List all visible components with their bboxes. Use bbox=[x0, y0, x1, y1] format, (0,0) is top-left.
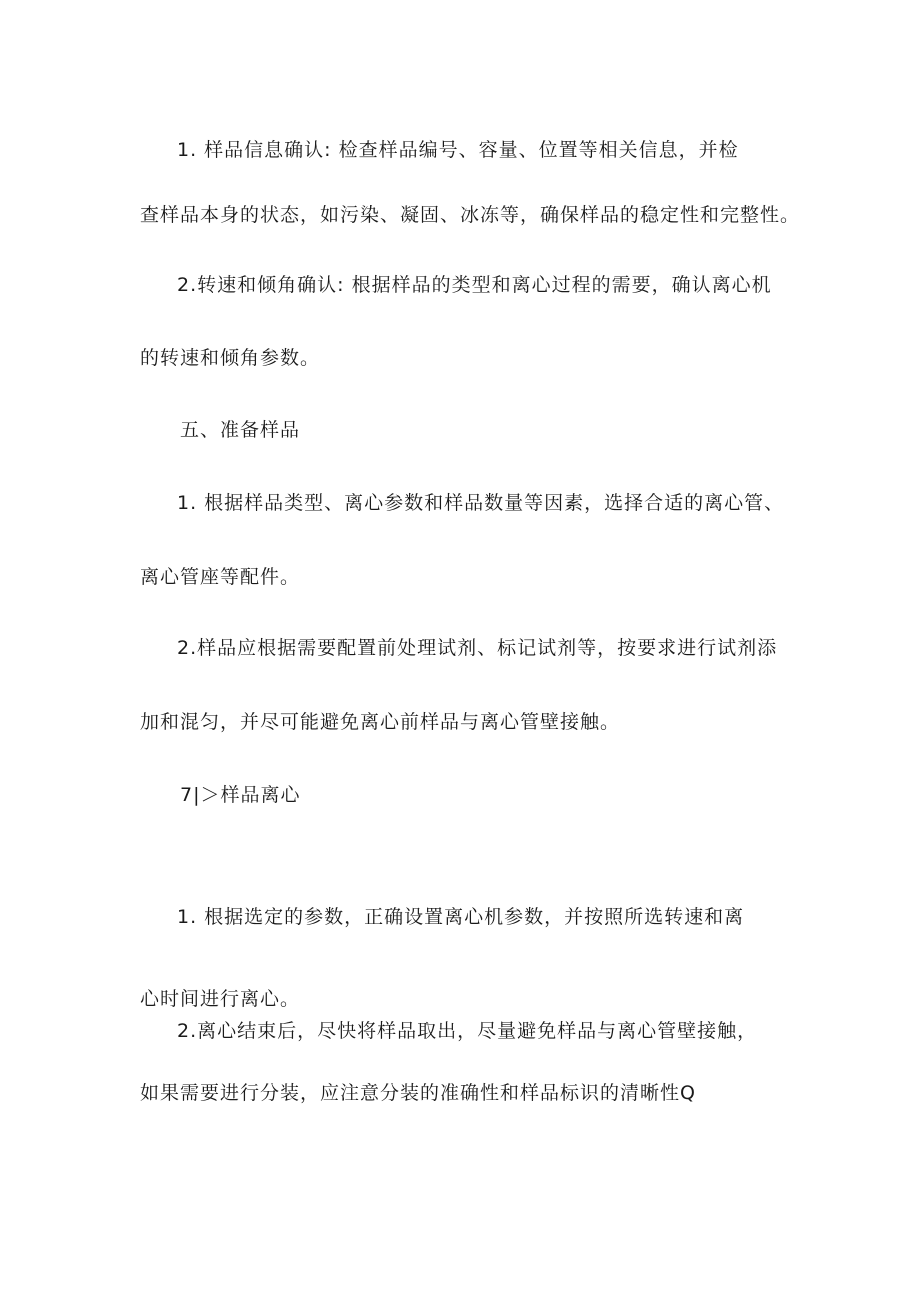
paragraph-line: 1. 样品信息确认: 检查样品编号、容量、位置等相关信息，并检 bbox=[177, 139, 739, 161]
paragraph-line: 心时间进行离心。 bbox=[140, 988, 301, 1010]
paragraph-line: 查样品本身的状态，如污染、凝固、冰冻等，确保样品的稳定性和完整性。 bbox=[140, 204, 801, 226]
paragraph-line: 的转速和倾角参数。 bbox=[140, 347, 321, 369]
paragraph-line: 如果需要进行分装，应注意分装的准确性和样品标识的清晰性Q bbox=[140, 1082, 696, 1104]
paragraph-line: 2.离心结束后，尽快将样品取出，尽量避免样品与离心管壁接触， bbox=[177, 1020, 758, 1042]
paragraph-line: 1. 根据选定的参数，正确设置离心机参数，并按照所选转速和离 bbox=[177, 906, 745, 928]
paragraph-line: 离心管座等配件。 bbox=[140, 566, 301, 588]
section-heading: 五、准备样品 bbox=[180, 419, 301, 441]
paragraph-line: 加和混匀，并尽可能避免离心前样品与离心管壁接触。 bbox=[140, 711, 621, 733]
paragraph-line: 1. 根据样品类型、离心参数和样品数量等因素，选择合适的离心管、 bbox=[177, 492, 785, 514]
paragraph-line: 2.转速和倾角确认: 根据样品的类型和离心过程的需要，确认离心机 bbox=[177, 274, 772, 296]
paragraph-line: 2.样品应根据需要配置前处理试剂、标记试剂等，按要求进行试剂添 bbox=[177, 637, 778, 659]
section-heading: 7|＞样品离心 bbox=[180, 784, 301, 806]
